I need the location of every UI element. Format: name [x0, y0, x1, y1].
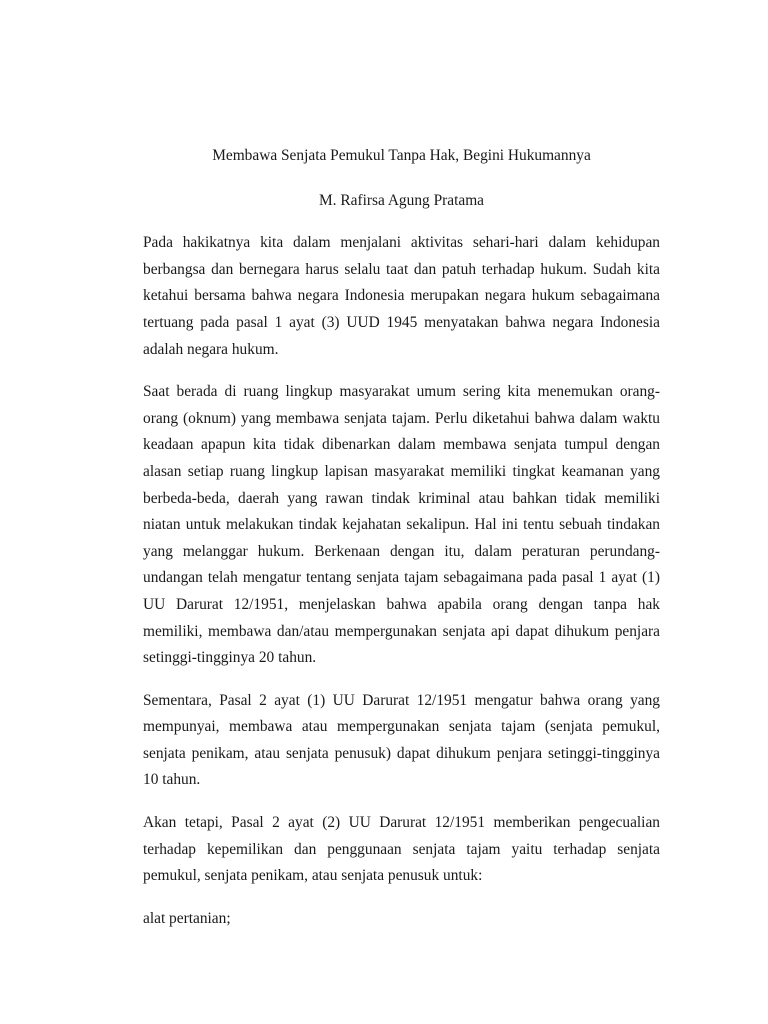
paragraph: Saat berada di ruang lingkup masyarakat umum sering kita menemukan orang-orang (oknum) yang membawa senjata tajam. Perlu diketahui bahwa dalam waktu keadaan apapun kita tidak dibenarkan dalam membawa senjata tumpul dengan alasan setiap ruang lingkup lapisan masyarakat memiliki tingkat keamanan yang berbeda-beda, daerah yang rawan tindak kriminal atau bahkan tidak memiliki niatan untuk melakukan tindak kejahatan sekalipun. Hal ini tentu sebuah tindakan yang melanggar hukum. Berkenaan dengan itu, dalam peraturan perundang-undangan telah mengatur tentang senjata tajam sebagaimana pada pasal 1 ayat (1) UU Darurat 12/1951, menjelaskan bahwa apabila orang dengan tanpa hak memiliki, membawa dan/atau mempergunakan senjata api dapat dihukum penjara setinggi-tingginya 20 tahun.: [143, 383, 660, 667]
paragraph: Pada hakikatnya kita dalam menjalani aktivitas sehari-hari dalam kehidupan berbangsa dan bernegara harus selalu taat dan patuh terhadap hukum. Sudah kita ketahui bersama bahwa negara Indonesia merupakan negara hukum sebagaimana tertuang pada pasal 1 ayat (3) UUD 1945 menyatakan bahwa negara Indonesia adalah negara hukum.: [143, 234, 660, 358]
list-item: alat pertanian;: [143, 909, 231, 927]
paragraph: Akan tetapi, Pasal 2 ayat (2) UU Darurat 12/1951 memberikan pengecualian terhadap kepemilikan dan penggunaan senjata tajam yaitu terhadap senjata pemukul, senjata penikam, atau senjata penusuk untuk:: [143, 814, 660, 885]
document-author: M. Rafirsa Agung Pratama: [319, 191, 484, 209]
document-title: Membawa Senjata Pemukul Tanpa Hak, Begini Hukumannya: [212, 147, 591, 164]
paragraph: Sementara, Pasal 2 ayat (1) UU Darurat 12/1951 mengatur bahwa orang yang mempunyai, membawa atau mempergunakan senjata tajam (senjata pemukul, senjata penikam, atau senjata penusuk) dapat dihukum penjara setinggi-tingginya 10 tahun.: [143, 691, 660, 789]
document-body: [143, 143, 660, 932]
